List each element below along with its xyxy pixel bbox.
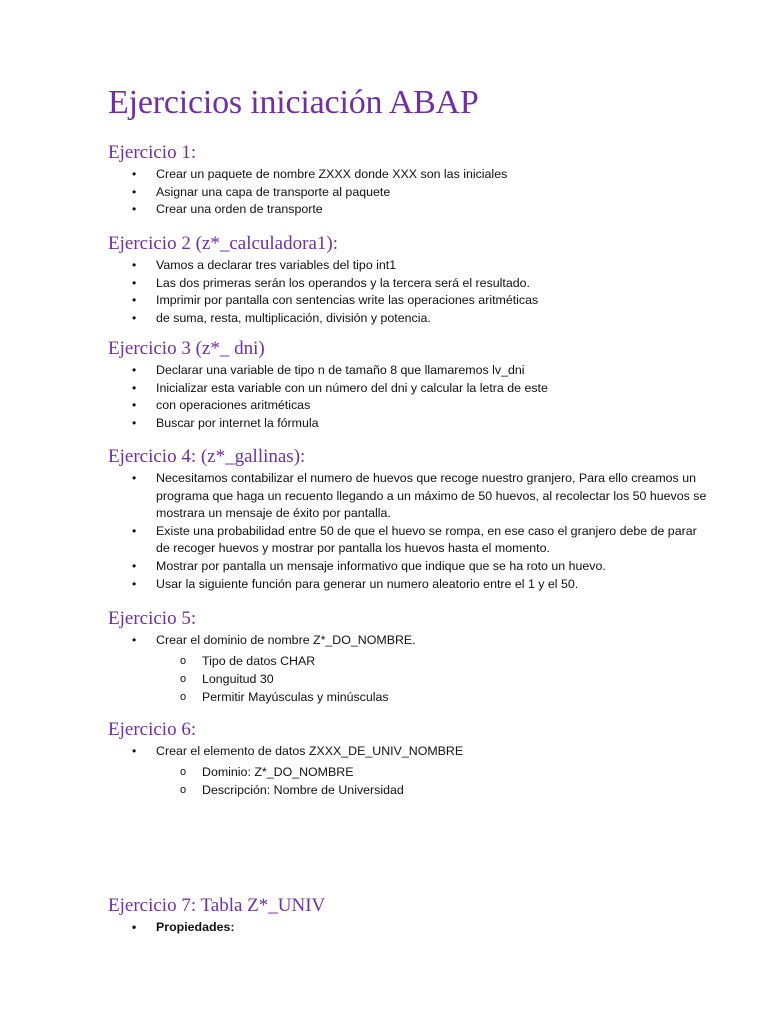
sub-list-item: o Dominio: Z*_DO_NOMBRE xyxy=(108,763,708,781)
list-item: • Imprimir por pantalla con sentencias write las operaciones aritméticas xyxy=(108,292,708,310)
section-heading: Ejercicio 7: Tabla Z*_UNIV xyxy=(108,895,326,916)
section-heading: Ejercicio 1: xyxy=(108,142,197,163)
list-item: • Necesitamos contabilizar el numero de huevos que recoge nuestro granjero, Para ello creamos un programa que haga un recuento llegando a un máximo de 50 huevos, al recolectar los 50 huevos se mostrara un mensaje de éxito por pantalla. xyxy=(132,471,707,521)
section-heading: Ejercicio 5: xyxy=(108,608,197,629)
sub-list-item: o Descripción: Nombre de Universidad xyxy=(108,781,708,799)
sub-list-item: o Longuitud 30 xyxy=(108,670,708,688)
bullet-list xyxy=(108,257,708,327)
list-item: • Propiedades: xyxy=(108,919,708,937)
bullet-icon: • xyxy=(132,202,137,217)
section-ejercicio-7 xyxy=(108,895,708,937)
section-heading: Ejercicio 6: xyxy=(108,719,197,740)
bullet-icon: • xyxy=(132,293,137,308)
sub-bullet-icon: o xyxy=(180,673,187,685)
section-heading: Ejercicio 2 (z*_calculadora1): xyxy=(108,233,338,254)
bullet-icon: • xyxy=(132,398,137,413)
bullet-list xyxy=(108,743,708,761)
bullet-icon: • xyxy=(132,258,137,272)
bullet-list xyxy=(108,362,708,432)
bullet-icon: • xyxy=(132,415,137,430)
section-heading: Ejercicio 4: (z*_gallinas): xyxy=(108,446,306,467)
bullet-icon: • xyxy=(132,310,137,325)
bullet-icon: • xyxy=(132,380,137,395)
sub-bullet-list xyxy=(108,652,708,707)
list-item: • Buscar por internet la fórmula xyxy=(108,415,708,433)
list-item: • Declarar una variable de tipo n de tamaño 8 que llamaremos lv_dni xyxy=(108,362,708,380)
list-item: • Asignar una capa de transporte al paquete xyxy=(108,184,708,202)
section-ejercicio-1 xyxy=(108,142,708,219)
bullet-list xyxy=(108,919,708,937)
section-ejercicio-6 xyxy=(108,719,708,799)
sub-list-item: o Tipo de datos CHAR xyxy=(108,652,708,670)
bullet-icon: • xyxy=(132,275,137,290)
bullet-list xyxy=(108,632,708,650)
bullet-icon: • xyxy=(132,558,137,573)
bullet-icon: • xyxy=(132,471,137,485)
section-heading: Ejercicio 3 (z*_ dni) xyxy=(108,338,265,359)
section-ejercicio-2 xyxy=(108,233,708,327)
list-item: • Usar la siguiente función para generar un numero aleatorio entre el 1 y el 50. xyxy=(108,576,708,594)
bullet-list xyxy=(108,470,708,593)
sub-list-item: o Permitir Mayúsculas y minúsculas xyxy=(108,688,708,706)
sub-bullet-icon: o xyxy=(180,784,187,796)
bullet-icon: • xyxy=(132,920,137,934)
list-item: • Crear una orden de transporte xyxy=(108,201,708,219)
list-item: • de suma, resta, multiplicación, división y potencia. xyxy=(108,310,708,328)
list-item: • Mostrar por pantalla un mensaje informativo que indique que se ha roto un huevo. xyxy=(108,558,708,576)
list-item: • Crear el dominio de nombre Z*_DO_NOMBRE. xyxy=(108,632,708,650)
section-ejercicio-5 xyxy=(108,608,708,707)
bullet-icon: • xyxy=(132,744,137,758)
bullet-list xyxy=(108,166,708,219)
bullet-icon: • xyxy=(132,167,137,181)
list-item: • Vamos a declarar tres variables del tipo int1 xyxy=(108,257,708,275)
list-item: • Inicializar esta variable con un número del dni y calcular la letra de este xyxy=(108,380,708,398)
list-item: • con operaciones aritméticas xyxy=(108,397,708,415)
list-item: • Las dos primeras serán los operandos y la tercera será el resultado. xyxy=(108,275,708,293)
sub-bullet-icon: o xyxy=(180,765,187,778)
bullet-icon: • xyxy=(132,633,137,647)
bullet-icon: • xyxy=(132,523,137,538)
sub-bullet-icon: o xyxy=(180,654,187,667)
sub-bullet-list xyxy=(108,763,708,800)
bullet-icon: • xyxy=(132,184,137,199)
section-ejercicio-4 xyxy=(108,446,708,593)
section-ejercicio-3 xyxy=(108,338,708,432)
list-item: • Existe una probabilidad entre 50 de que el huevo se rompa, en ese caso el granjero debe de parar de recoger huevos y mostrar por pantalla los huevos hasta el momento. xyxy=(132,523,697,556)
list-item: • Crear el elemento de datos ZXXX_DE_UNIV_NOMBRE xyxy=(108,743,708,761)
sub-bullet-icon: o xyxy=(180,691,187,704)
document-title: Ejercicios iniciación ABAP xyxy=(108,84,479,121)
list-item: • Crear un paquete de nombre ZXXX donde XXX son las iniciales xyxy=(108,166,708,184)
bullet-icon: • xyxy=(132,363,137,377)
bullet-icon: • xyxy=(132,576,137,591)
